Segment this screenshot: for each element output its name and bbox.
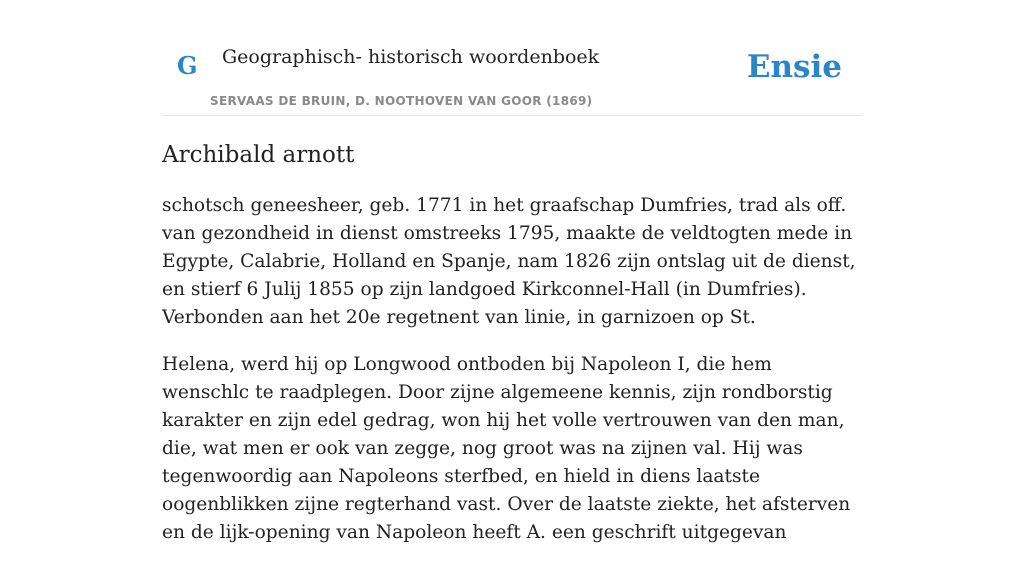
dictionary-header — [162, 0, 862, 116]
dictionary-logo-letter[interactable]: G — [177, 51, 198, 80]
content-column — [162, 0, 862, 566]
dictionary-authors: SERVAAS DE BRUIN, D. NOOTHOVEN VAN GOOR (1869) — [210, 94, 593, 108]
entry-title: Archibald arnott — [162, 142, 355, 168]
dictionary-title[interactable]: Geographisch- historisch woordenboek — [222, 46, 600, 68]
entry-body — [162, 192, 862, 547]
entry-paragraph: schotsch geneesheer, geb. 1771 in het graafschap Dumfries, trad als off. van gezondheid in dienst omstreeks 1795, maakte de veldtogten mede in Egypte, Calabrie, Holland en Spanje, nam 1826 zijn ontslag uit de dienst, en stierf 6 Julij 1855 op zijn landgoed Kirkconnel-Hall (in Dumfries). Verbonden aan het 20e regetnent van linie, in garnizoen op St. — [162, 194, 856, 328]
entry-paragraph: Helena, werd hij op Longwood ontboden bij Napoleon I, die hem wenschlc te raadplegen. Door zijne algemeene kennis, zijn rondborstig karakter en zijn edel gedrag, won hij het volle vertrouwen van den man, die, wat men er ook van zegge, nog groot was na zijnen val. Hij was tegenwoordig aan Napoleons sterfbed, en hield in diens laatste oogenblikken zijne regterhand vast. Over de laatste ziekte, het afsterven en de lijk-opening van Napoleon heeft A. een geschrift uitgegevan — [162, 353, 851, 543]
ensie-logo[interactable]: Ensie — [746, 49, 842, 85]
